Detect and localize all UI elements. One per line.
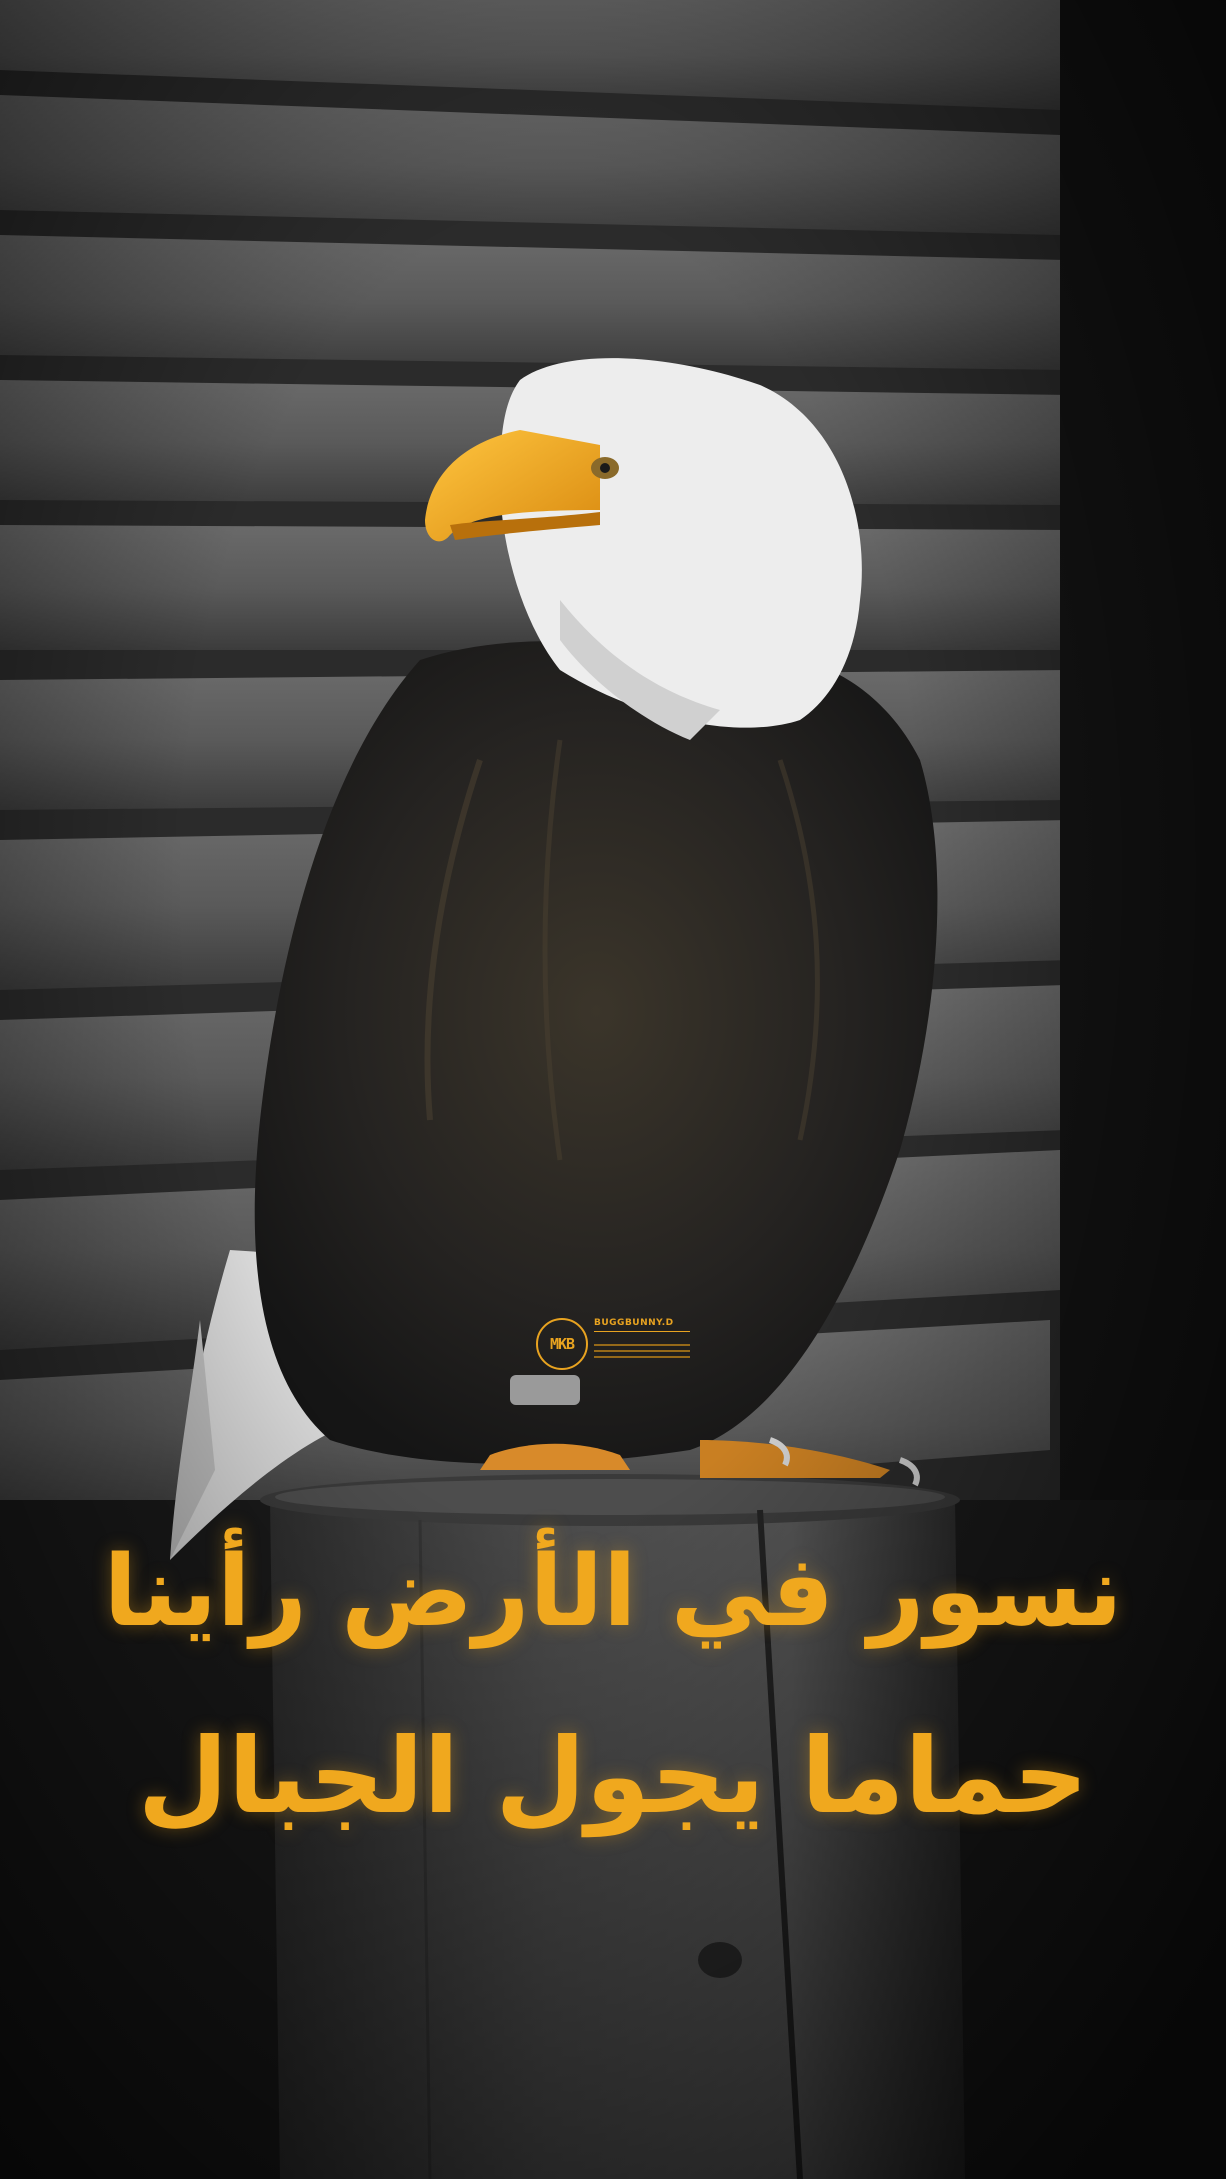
brand-lines [594, 1340, 690, 1362]
verse-line-2: حماما يجول الجبال [137, 1715, 1089, 1837]
brand-name: BUGGBUNNY.D [594, 1318, 690, 1332]
verse-line-1: نسور في الأرض رأينا [103, 1535, 1123, 1649]
brand-logo: MKB [536, 1318, 588, 1370]
